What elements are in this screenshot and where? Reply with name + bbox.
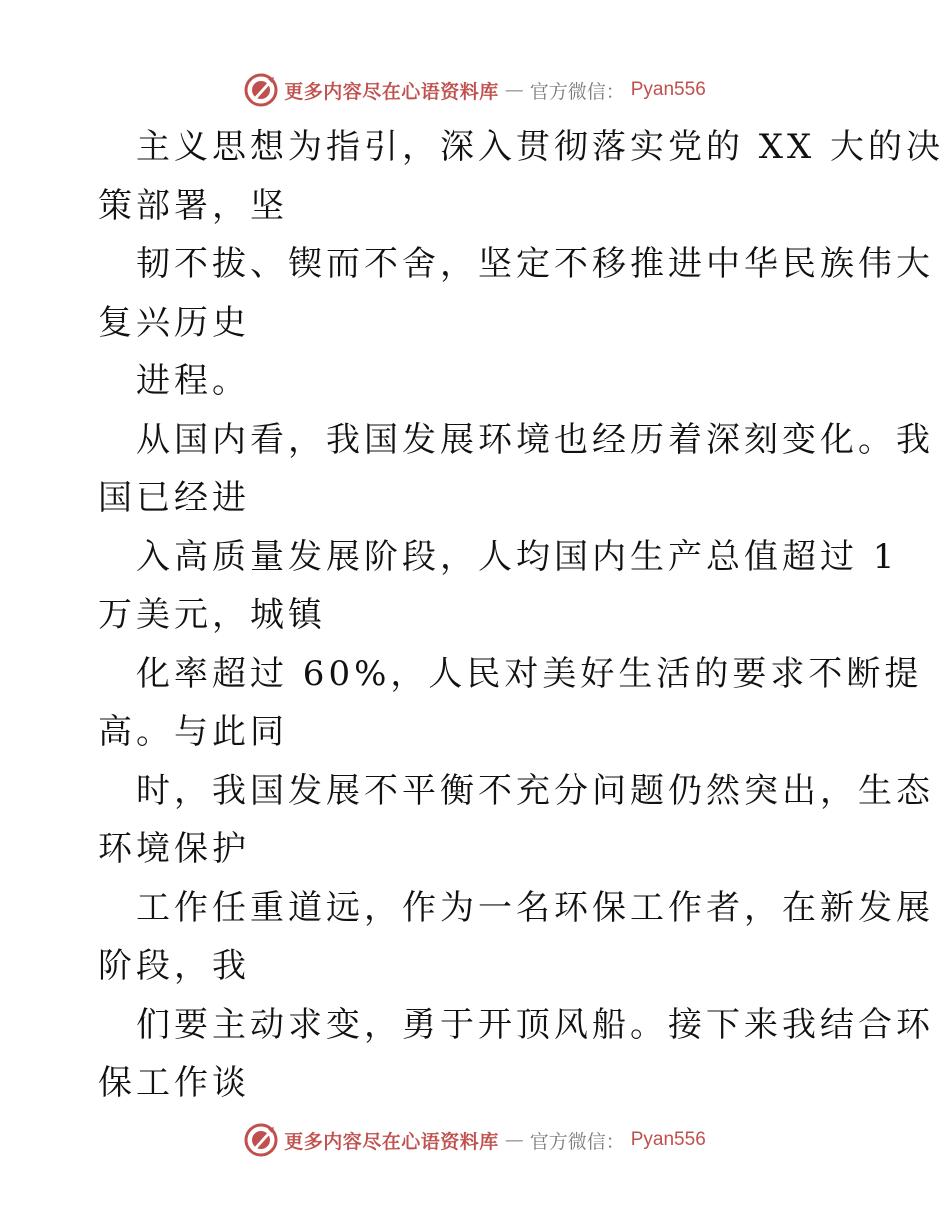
header-banner bbox=[0, 70, 950, 110]
text-line: 主义思想为指引，深入贯彻落实党的 XX 大的决 bbox=[136, 127, 945, 167]
text-line: 复兴历史 bbox=[98, 302, 250, 343]
document-body bbox=[98, 118, 945, 1113]
text-line: 万美元，城镇 bbox=[98, 595, 326, 635]
text-line: 时，我国发展不平衡不充分问题仍然突出，生态 bbox=[136, 770, 934, 811]
banner-brand: 更多内容尽在心语资料库 bbox=[284, 1130, 499, 1153]
banner-brand: 更多内容尽在心语资料库 bbox=[284, 80, 499, 103]
banner-wechat-label: 官方微信： bbox=[529, 1130, 625, 1153]
banner-account: Pyan556 bbox=[630, 79, 706, 100]
text-line: 工作任重道远，作为一名环保工作者，在新发展 bbox=[136, 887, 934, 928]
banner-account: Pyan556 bbox=[630, 1129, 706, 1150]
quill-pen-logo-icon bbox=[244, 1123, 278, 1157]
text-line: 进程。 bbox=[136, 361, 250, 401]
text-line: 化率超过 60%，人民对美好生活的要求不断提 bbox=[136, 653, 923, 694]
text-line: 从国内看，我国发展环境也经历着深刻变化。我 bbox=[136, 419, 934, 460]
footer-banner bbox=[0, 1120, 950, 1160]
text-line: 们要主动求变，勇于开顶风船。接下来我结合环 bbox=[136, 1004, 934, 1045]
banner-separator: — bbox=[504, 1129, 524, 1151]
text-line: 高。与此同 bbox=[98, 712, 288, 752]
text-line: 环境保护 bbox=[98, 829, 250, 869]
text-line: 入高质量发展阶段，人均国内生产总值超过 1 bbox=[136, 536, 899, 577]
text-line: 阶段，我 bbox=[98, 946, 250, 986]
banner-separator: — bbox=[504, 79, 524, 101]
banner-wechat-label: 官方微信： bbox=[529, 80, 625, 103]
text-line: 韧不拔、锲而不舍，坚定不移推进中华民族伟大 bbox=[136, 244, 934, 284]
text-line: 保工作谈 bbox=[98, 1063, 250, 1103]
text-line: 国已经进 bbox=[98, 478, 250, 518]
text-line: 策部署，坚 bbox=[98, 185, 288, 226]
quill-pen-logo-icon bbox=[244, 73, 278, 107]
